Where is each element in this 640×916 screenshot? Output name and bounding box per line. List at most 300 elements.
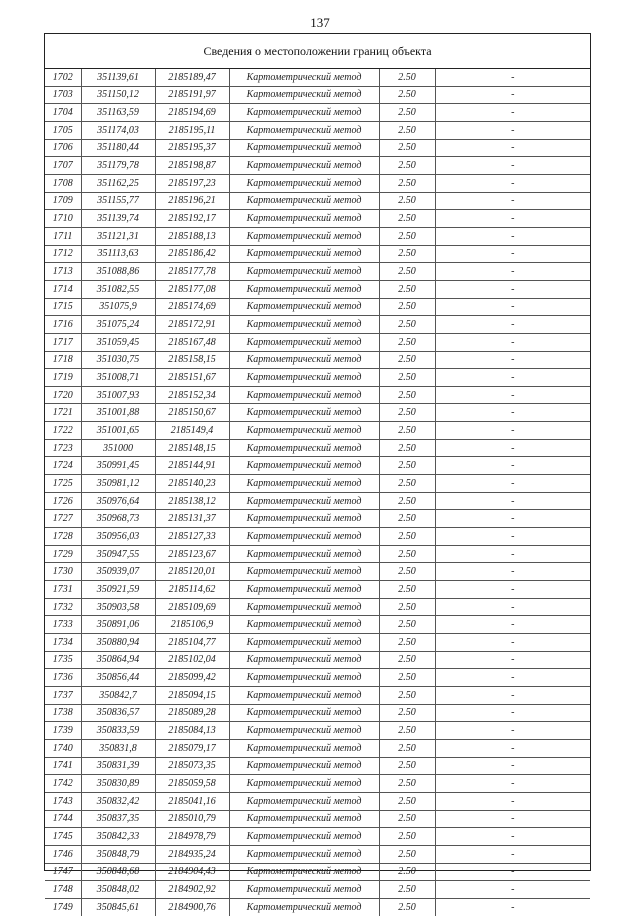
x-coordinate-cell: 350832,42 [81, 792, 155, 810]
table-row [45, 351, 590, 369]
method-cell: Картометрический метод [229, 69, 379, 86]
table-row [45, 845, 590, 863]
accuracy-cell: 2.50 [379, 898, 435, 915]
y-coordinate-cell: 2185084,13 [155, 722, 229, 740]
method-cell: Картометрический метод [229, 757, 379, 775]
description-cell: - [435, 598, 590, 616]
table-row [45, 386, 590, 404]
description-cell: - [435, 686, 590, 704]
table-row [45, 404, 590, 422]
point-number-cell: 1742 [45, 775, 81, 793]
x-coordinate-cell: 350848,02 [81, 881, 155, 899]
point-number-cell: 1732 [45, 598, 81, 616]
description-cell: - [435, 845, 590, 863]
method-cell: Картометрический метод [229, 439, 379, 457]
description-cell: - [435, 69, 590, 86]
point-number-cell: 1720 [45, 386, 81, 404]
point-number-cell: 1722 [45, 422, 81, 440]
point-number-cell: 1733 [45, 616, 81, 634]
table-row [45, 563, 590, 581]
x-coordinate-cell: 351059,45 [81, 333, 155, 351]
description-cell: - [435, 386, 590, 404]
description-cell: - [435, 704, 590, 722]
y-coordinate-cell: 2185196,21 [155, 192, 229, 210]
accuracy-cell: 2.50 [379, 686, 435, 704]
accuracy-cell: 2.50 [379, 263, 435, 281]
method-cell: Картометрический метод [229, 86, 379, 104]
point-number-cell: 1726 [45, 492, 81, 510]
table-row [45, 263, 590, 281]
table-row [45, 739, 590, 757]
description-cell: - [435, 333, 590, 351]
y-coordinate-cell: 2185149,4 [155, 422, 229, 440]
description-cell: - [435, 280, 590, 298]
x-coordinate-cell: 351163,59 [81, 104, 155, 122]
table-row [45, 457, 590, 475]
accuracy-cell: 2.50 [379, 828, 435, 846]
description-cell: - [435, 563, 590, 581]
accuracy-cell: 2.50 [379, 210, 435, 228]
x-coordinate-cell: 350856,44 [81, 669, 155, 687]
y-coordinate-cell: 2184900,76 [155, 898, 229, 915]
method-cell: Картометрический метод [229, 422, 379, 440]
x-coordinate-cell: 350848,68 [81, 863, 155, 881]
point-number-cell: 1711 [45, 227, 81, 245]
y-coordinate-cell: 2185099,42 [155, 669, 229, 687]
x-coordinate-cell: 351008,71 [81, 369, 155, 387]
method-cell: Картометрический метод [229, 369, 379, 387]
table-row [45, 634, 590, 652]
x-coordinate-cell: 350939,07 [81, 563, 155, 581]
table-row [45, 369, 590, 387]
method-cell: Картометрический метод [229, 386, 379, 404]
x-coordinate-cell: 351007,93 [81, 386, 155, 404]
point-number-cell: 1706 [45, 139, 81, 157]
method-cell: Картометрический метод [229, 316, 379, 334]
description-cell: - [435, 634, 590, 652]
accuracy-cell: 2.50 [379, 739, 435, 757]
accuracy-cell: 2.50 [379, 863, 435, 881]
accuracy-cell: 2.50 [379, 69, 435, 86]
point-number-cell: 1725 [45, 475, 81, 493]
y-coordinate-cell: 2185192,17 [155, 210, 229, 228]
y-coordinate-cell: 2185102,04 [155, 651, 229, 669]
method-cell: Картометрический метод [229, 492, 379, 510]
y-coordinate-cell: 2185195,11 [155, 121, 229, 139]
description-cell: - [435, 739, 590, 757]
x-coordinate-cell: 350956,03 [81, 528, 155, 546]
x-coordinate-cell: 351150,12 [81, 86, 155, 104]
table-row [45, 810, 590, 828]
method-cell: Картометрический метод [229, 210, 379, 228]
point-number-cell: 1735 [45, 651, 81, 669]
table-row [45, 210, 590, 228]
table-row [45, 528, 590, 546]
description-cell: - [435, 245, 590, 263]
accuracy-cell: 2.50 [379, 316, 435, 334]
accuracy-cell: 2.50 [379, 563, 435, 581]
method-cell: Картометрический метод [229, 351, 379, 369]
y-coordinate-cell: 2184904,43 [155, 863, 229, 881]
point-number-cell: 1737 [45, 686, 81, 704]
x-coordinate-cell: 350864,94 [81, 651, 155, 669]
point-number-cell: 1705 [45, 121, 81, 139]
table-row [45, 139, 590, 157]
x-coordinate-cell: 351180,44 [81, 139, 155, 157]
x-coordinate-cell: 351121,31 [81, 227, 155, 245]
accuracy-cell: 2.50 [379, 457, 435, 475]
accuracy-cell: 2.50 [379, 139, 435, 157]
accuracy-cell: 2.50 [379, 104, 435, 122]
table-row [45, 686, 590, 704]
table-row [45, 492, 590, 510]
accuracy-cell: 2.50 [379, 351, 435, 369]
x-coordinate-cell: 351088,86 [81, 263, 155, 281]
table-row [45, 422, 590, 440]
table-row [45, 510, 590, 528]
y-coordinate-cell: 2185191,97 [155, 86, 229, 104]
method-cell: Картометрический метод [229, 227, 379, 245]
method-cell: Картометрический метод [229, 563, 379, 581]
description-cell: - [435, 881, 590, 899]
x-coordinate-cell: 351075,9 [81, 298, 155, 316]
table-row [45, 157, 590, 175]
point-number-cell: 1741 [45, 757, 81, 775]
accuracy-cell: 2.50 [379, 669, 435, 687]
point-number-cell: 1716 [45, 316, 81, 334]
method-cell: Картометрический метод [229, 298, 379, 316]
accuracy-cell: 2.50 [379, 439, 435, 457]
y-coordinate-cell: 2185197,23 [155, 174, 229, 192]
description-cell: - [435, 792, 590, 810]
x-coordinate-cell: 351139,74 [81, 210, 155, 228]
point-number-cell: 1715 [45, 298, 81, 316]
x-coordinate-cell: 351174,03 [81, 121, 155, 139]
method-cell: Картометрический метод [229, 792, 379, 810]
y-coordinate-cell: 2185177,78 [155, 263, 229, 281]
y-coordinate-cell: 2185189,47 [155, 69, 229, 86]
point-number-cell: 1710 [45, 210, 81, 228]
x-coordinate-cell: 351075,24 [81, 316, 155, 334]
accuracy-cell: 2.50 [379, 616, 435, 634]
y-coordinate-cell: 2185174,69 [155, 298, 229, 316]
accuracy-cell: 2.50 [379, 722, 435, 740]
accuracy-cell: 2.50 [379, 792, 435, 810]
x-coordinate-cell: 351030,75 [81, 351, 155, 369]
description-cell: - [435, 828, 590, 846]
description-cell: - [435, 210, 590, 228]
y-coordinate-cell: 2185073,35 [155, 757, 229, 775]
y-coordinate-cell: 2185138,12 [155, 492, 229, 510]
point-number-cell: 1702 [45, 69, 81, 86]
description-cell: - [435, 351, 590, 369]
accuracy-cell: 2.50 [379, 581, 435, 599]
point-number-cell: 1708 [45, 174, 81, 192]
table-row [45, 333, 590, 351]
y-coordinate-cell: 2184935,24 [155, 845, 229, 863]
description-cell: - [435, 404, 590, 422]
y-coordinate-cell: 2185167,48 [155, 333, 229, 351]
accuracy-cell: 2.50 [379, 845, 435, 863]
description-cell: - [435, 616, 590, 634]
point-number-cell: 1728 [45, 528, 81, 546]
x-coordinate-cell: 351001,65 [81, 422, 155, 440]
boundary-coordinates-table [45, 69, 590, 916]
accuracy-cell: 2.50 [379, 86, 435, 104]
table-row [45, 280, 590, 298]
y-coordinate-cell: 2185094,15 [155, 686, 229, 704]
table-row [45, 227, 590, 245]
x-coordinate-cell: 350947,55 [81, 545, 155, 563]
method-cell: Картометрический метод [229, 651, 379, 669]
x-coordinate-cell: 351000 [81, 439, 155, 457]
y-coordinate-cell: 2185041,16 [155, 792, 229, 810]
description-cell: - [435, 457, 590, 475]
y-coordinate-cell: 2185109,69 [155, 598, 229, 616]
y-coordinate-cell: 2185131,37 [155, 510, 229, 528]
y-coordinate-cell: 2185198,87 [155, 157, 229, 175]
x-coordinate-cell: 350831,39 [81, 757, 155, 775]
table-row [45, 704, 590, 722]
x-coordinate-cell: 350991,45 [81, 457, 155, 475]
x-coordinate-cell: 351179,78 [81, 157, 155, 175]
y-coordinate-cell: 2185172,91 [155, 316, 229, 334]
x-coordinate-cell: 350837,35 [81, 810, 155, 828]
x-coordinate-cell: 350976,64 [81, 492, 155, 510]
y-coordinate-cell: 2185188,13 [155, 227, 229, 245]
x-coordinate-cell: 350848,79 [81, 845, 155, 863]
y-coordinate-cell: 2185140,23 [155, 475, 229, 493]
description-cell: - [435, 810, 590, 828]
point-number-cell: 1703 [45, 86, 81, 104]
method-cell: Картометрический метод [229, 333, 379, 351]
table-row [45, 475, 590, 493]
y-coordinate-cell: 2185059,58 [155, 775, 229, 793]
description-cell: - [435, 651, 590, 669]
accuracy-cell: 2.50 [379, 333, 435, 351]
method-cell: Картометрический метод [229, 510, 379, 528]
description-cell: - [435, 316, 590, 334]
method-cell: Картометрический метод [229, 722, 379, 740]
x-coordinate-cell: 351001,88 [81, 404, 155, 422]
accuracy-cell: 2.50 [379, 174, 435, 192]
point-number-cell: 1729 [45, 545, 81, 563]
table-heading: Сведения о местоположении границ объекта [45, 34, 590, 69]
point-number-cell: 1731 [45, 581, 81, 599]
x-coordinate-cell: 350842,33 [81, 828, 155, 846]
point-number-cell: 1747 [45, 863, 81, 881]
y-coordinate-cell: 2185106,9 [155, 616, 229, 634]
method-cell: Картометрический метод [229, 528, 379, 546]
accuracy-cell: 2.50 [379, 121, 435, 139]
y-coordinate-cell: 2185144,91 [155, 457, 229, 475]
description-cell: - [435, 545, 590, 563]
point-number-cell: 1749 [45, 898, 81, 915]
table-row [45, 104, 590, 122]
point-number-cell: 1714 [45, 280, 81, 298]
method-cell: Картометрический метод [229, 192, 379, 210]
table-row [45, 828, 590, 846]
description-cell: - [435, 775, 590, 793]
method-cell: Картометрический метод [229, 845, 379, 863]
method-cell: Картометрический метод [229, 634, 379, 652]
y-coordinate-cell: 2185114,62 [155, 581, 229, 599]
x-coordinate-cell: 350842,7 [81, 686, 155, 704]
description-cell: - [435, 722, 590, 740]
method-cell: Картометрический метод [229, 263, 379, 281]
accuracy-cell: 2.50 [379, 386, 435, 404]
method-cell: Картометрический метод [229, 457, 379, 475]
y-coordinate-cell: 2185148,15 [155, 439, 229, 457]
point-number-cell: 1709 [45, 192, 81, 210]
x-coordinate-cell: 351162,25 [81, 174, 155, 192]
x-coordinate-cell: 351082,55 [81, 280, 155, 298]
method-cell: Картометрический метод [229, 616, 379, 634]
point-number-cell: 1717 [45, 333, 81, 351]
accuracy-cell: 2.50 [379, 298, 435, 316]
y-coordinate-cell: 2185123,67 [155, 545, 229, 563]
x-coordinate-cell: 350968,73 [81, 510, 155, 528]
method-cell: Картометрический метод [229, 139, 379, 157]
table-row [45, 86, 590, 104]
y-coordinate-cell: 2185195,37 [155, 139, 229, 157]
point-number-cell: 1738 [45, 704, 81, 722]
description-cell: - [435, 192, 590, 210]
accuracy-cell: 2.50 [379, 757, 435, 775]
table-row [45, 792, 590, 810]
x-coordinate-cell: 350831,8 [81, 739, 155, 757]
method-cell: Картометрический метод [229, 686, 379, 704]
method-cell: Картометрический метод [229, 245, 379, 263]
accuracy-cell: 2.50 [379, 775, 435, 793]
method-cell: Картометрический метод [229, 157, 379, 175]
table-row [45, 651, 590, 669]
accuracy-cell: 2.50 [379, 227, 435, 245]
method-cell: Картометрический метод [229, 898, 379, 915]
point-number-cell: 1723 [45, 439, 81, 457]
table-row [45, 581, 590, 599]
y-coordinate-cell: 2185010,79 [155, 810, 229, 828]
y-coordinate-cell: 2185186,42 [155, 245, 229, 263]
table-row [45, 245, 590, 263]
description-cell: - [435, 139, 590, 157]
point-number-cell: 1707 [45, 157, 81, 175]
point-number-cell: 1712 [45, 245, 81, 263]
point-number-cell: 1734 [45, 634, 81, 652]
accuracy-cell: 2.50 [379, 492, 435, 510]
y-coordinate-cell: 2185150,67 [155, 404, 229, 422]
table-row [45, 775, 590, 793]
y-coordinate-cell: 2185152,34 [155, 386, 229, 404]
table-row [45, 722, 590, 740]
table-row [45, 598, 590, 616]
method-cell: Картометрический метод [229, 545, 379, 563]
method-cell: Картометрический метод [229, 828, 379, 846]
table-row [45, 174, 590, 192]
x-coordinate-cell: 351139,61 [81, 69, 155, 86]
y-coordinate-cell: 2185120,01 [155, 563, 229, 581]
accuracy-cell: 2.50 [379, 881, 435, 899]
table-row [45, 316, 590, 334]
accuracy-cell: 2.50 [379, 422, 435, 440]
description-cell: - [435, 475, 590, 493]
table-row [45, 863, 590, 881]
table-row [45, 298, 590, 316]
point-number-cell: 1740 [45, 739, 81, 757]
description-cell: - [435, 669, 590, 687]
description-cell: - [435, 157, 590, 175]
table-row [45, 192, 590, 210]
table-row [45, 669, 590, 687]
method-cell: Картометрический метод [229, 121, 379, 139]
y-coordinate-cell: 2185151,67 [155, 369, 229, 387]
table-body [45, 69, 590, 916]
table-row [45, 121, 590, 139]
accuracy-cell: 2.50 [379, 545, 435, 563]
y-coordinate-cell: 2185079,17 [155, 739, 229, 757]
description-cell: - [435, 298, 590, 316]
x-coordinate-cell: 350921,59 [81, 581, 155, 599]
accuracy-cell: 2.50 [379, 157, 435, 175]
x-coordinate-cell: 350903,58 [81, 598, 155, 616]
accuracy-cell: 2.50 [379, 528, 435, 546]
x-coordinate-cell: 350891,06 [81, 616, 155, 634]
description-cell: - [435, 439, 590, 457]
table-row [45, 898, 590, 915]
table-row [45, 881, 590, 899]
table-row [45, 545, 590, 563]
description-cell: - [435, 369, 590, 387]
method-cell: Картометрический метод [229, 881, 379, 899]
accuracy-cell: 2.50 [379, 651, 435, 669]
accuracy-cell: 2.50 [379, 810, 435, 828]
method-cell: Картометрический метод [229, 775, 379, 793]
method-cell: Картометрический метод [229, 475, 379, 493]
y-coordinate-cell: 2185089,28 [155, 704, 229, 722]
description-cell: - [435, 492, 590, 510]
x-coordinate-cell: 350845,61 [81, 898, 155, 915]
accuracy-cell: 2.50 [379, 369, 435, 387]
y-coordinate-cell: 2185127,33 [155, 528, 229, 546]
point-number-cell: 1746 [45, 845, 81, 863]
y-coordinate-cell: 2185194,69 [155, 104, 229, 122]
accuracy-cell: 2.50 [379, 598, 435, 616]
table-row [45, 69, 590, 86]
description-cell: - [435, 757, 590, 775]
description-cell: - [435, 863, 590, 881]
accuracy-cell: 2.50 [379, 280, 435, 298]
y-coordinate-cell: 2185177,08 [155, 280, 229, 298]
method-cell: Картометрический метод [229, 280, 379, 298]
description-cell: - [435, 510, 590, 528]
y-coordinate-cell: 2184978,79 [155, 828, 229, 846]
y-coordinate-cell: 2184902,92 [155, 881, 229, 899]
page-number: 137 [310, 15, 330, 30]
description-cell: - [435, 898, 590, 915]
x-coordinate-cell: 350880,94 [81, 634, 155, 652]
point-number-cell: 1730 [45, 563, 81, 581]
point-number-cell: 1721 [45, 404, 81, 422]
description-cell: - [435, 121, 590, 139]
x-coordinate-cell: 350836,57 [81, 704, 155, 722]
x-coordinate-cell: 350981,12 [81, 475, 155, 493]
accuracy-cell: 2.50 [379, 475, 435, 493]
method-cell: Картометрический метод [229, 669, 379, 687]
method-cell: Картометрический метод [229, 174, 379, 192]
point-number-cell: 1743 [45, 792, 81, 810]
point-number-cell: 1719 [45, 369, 81, 387]
method-cell: Картометрический метод [229, 704, 379, 722]
